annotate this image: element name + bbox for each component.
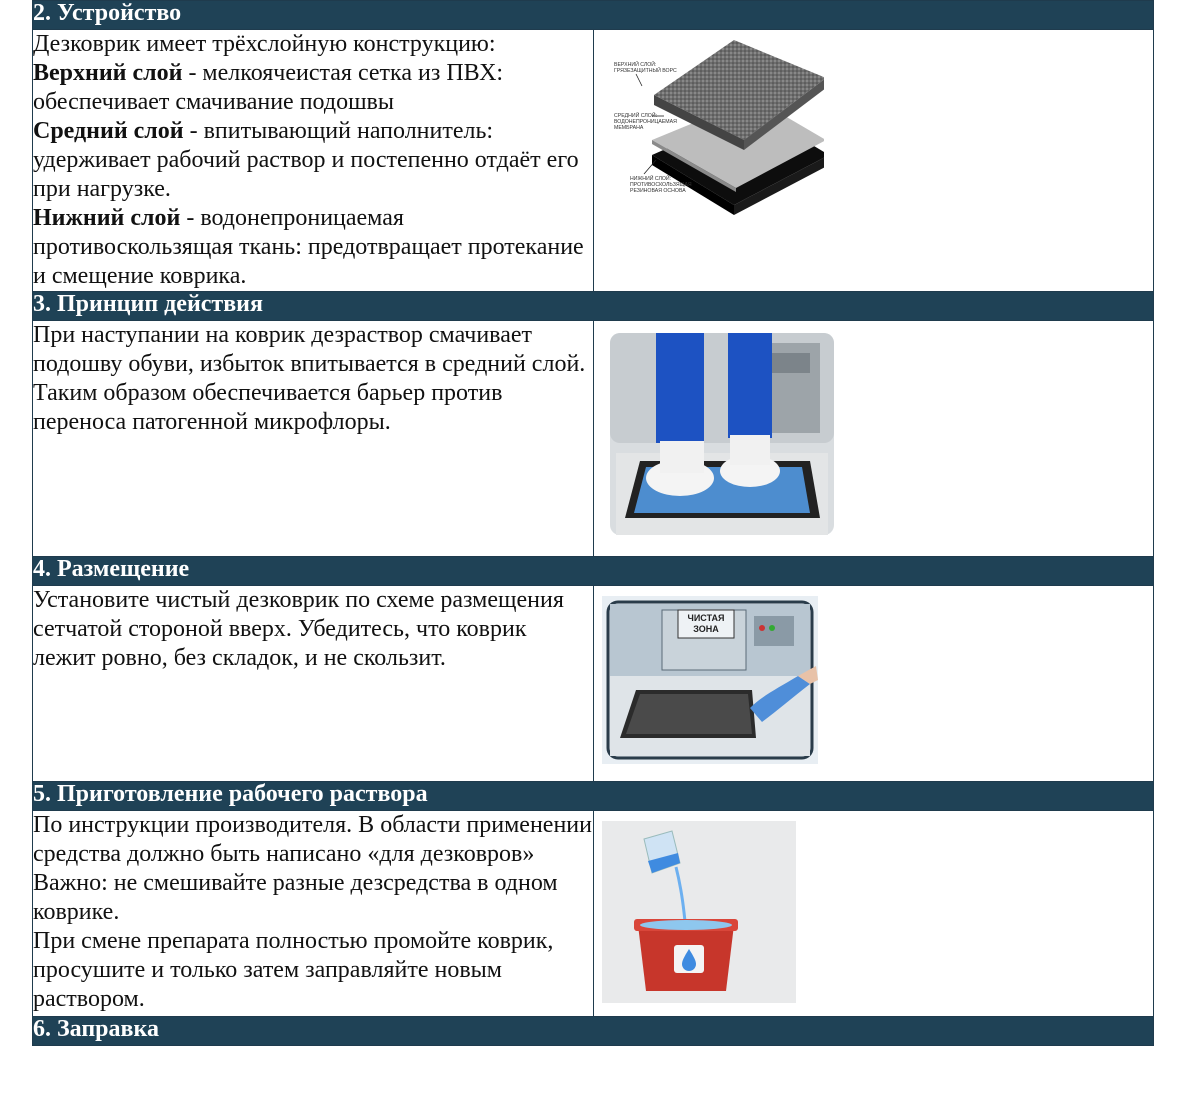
section-text — [33, 586, 594, 782]
pouring-solution-into-bucket-icon — [602, 821, 796, 1003]
text-line — [33, 30, 593, 59]
section-title: 2. Устройство — [33, 1, 1154, 30]
diagram-label: СРЕДНИЙ СЛОЙ: — [613, 113, 657, 119]
section-text — [33, 30, 594, 292]
text-line: Установите чистый дезковрик по схеме размещения сетчатой стороной вверх. Убедитесь, что коврик лежит ровно, без складок, и не скользит. — [33, 587, 564, 671]
bold-term: Верхний слой — [33, 60, 183, 86]
section-title: 4. Размещение — [33, 557, 1154, 586]
text-line — [33, 204, 593, 291]
text-line: При наступании на коврик дезраствор смачивает подошву обуви, избыток впитывается в средний слой. Таким образом обеспечивается барьер против переноса патогенной микрофлоры. — [33, 322, 586, 435]
section-header-device — [33, 1, 1154, 30]
section-header-principle — [33, 292, 1154, 321]
section-text — [33, 321, 594, 557]
section-header-filling — [33, 1017, 1154, 1046]
section-header-placement — [33, 557, 1154, 586]
section-header-preparation — [33, 782, 1154, 811]
text-line: При смене препарата полностью промойте коврик, — [33, 928, 554, 954]
image-cell — [593, 811, 1154, 1017]
layered-mat-diagram-icon — [614, 40, 824, 235]
text-line — [33, 117, 593, 204]
diagram-label: ВЕРХНИЙ СЛОЙ: — [613, 62, 656, 68]
bold-term: Нижний слой — [33, 205, 181, 231]
diagram-label: ГРЯЗЕЗАЩИТНЫЙ ВОРС — [613, 68, 677, 74]
section-text — [33, 811, 594, 1017]
line-text: - впитывающий наполнитель: удерживает рабочий раствор и постепенно отдаёт его при нагрузке. — [33, 118, 579, 202]
diagram-label: НИЖНИЙ СЛОЙ: — [629, 176, 671, 182]
text-line: Важно: не смешивайте разные дезсредства в одном коврике. — [33, 870, 558, 925]
section-row-preparation — [33, 811, 1154, 1017]
section-title: 6. Заправка — [33, 1017, 1154, 1046]
image-cell — [593, 586, 1154, 782]
sign-text: ЧИСТАЯ — [687, 613, 724, 623]
section-row-placement — [33, 586, 1154, 782]
diagram-label: ВОДОНЕПРОНИЦАЕМАЯ — [613, 119, 677, 125]
image-cell — [593, 30, 1154, 292]
section-title: 5. Приготовление рабочего раствора — [33, 782, 1154, 811]
sign-text: ЗОНА — [692, 624, 719, 634]
diagram-label: ПРОТИВОСКОЛЬЗЯЩАЯ — [629, 182, 692, 188]
section-row-device — [33, 30, 1154, 292]
text-line — [33, 59, 593, 117]
bold-term: Средний слой — [33, 118, 184, 144]
image-cell — [593, 321, 1154, 557]
placing-mat-illustration-icon — [602, 596, 818, 764]
line-text: - мелкоячеистая сетка из ПВХ: обеспечивает смачивание подошвы — [33, 60, 504, 115]
person-on-mat-photo-icon — [610, 333, 834, 535]
instruction-document — [32, 0, 1154, 1046]
diagram-label: РЕЗИНОВАЯ ОСНОВА — [629, 188, 686, 194]
text-line: просушите и только затем заправляйте новым раствором. — [33, 957, 502, 1012]
diagram-label: МЕМБРАНА — [613, 125, 643, 131]
line-text: Дезковрик имеет трёхслойную конструкцию: — [33, 31, 496, 57]
section-title: 3. Принцип действия — [33, 292, 1154, 321]
line-text: - водонепроницаемая противоскользящая ткань: предотвращает протекание и смещение коврика. — [33, 205, 584, 289]
text-line: По инструкции производителя. В области применении средства должно быть написано «для дезковров» — [33, 812, 592, 867]
instruction-table — [32, 0, 1154, 1046]
section-row-principle — [33, 321, 1154, 557]
